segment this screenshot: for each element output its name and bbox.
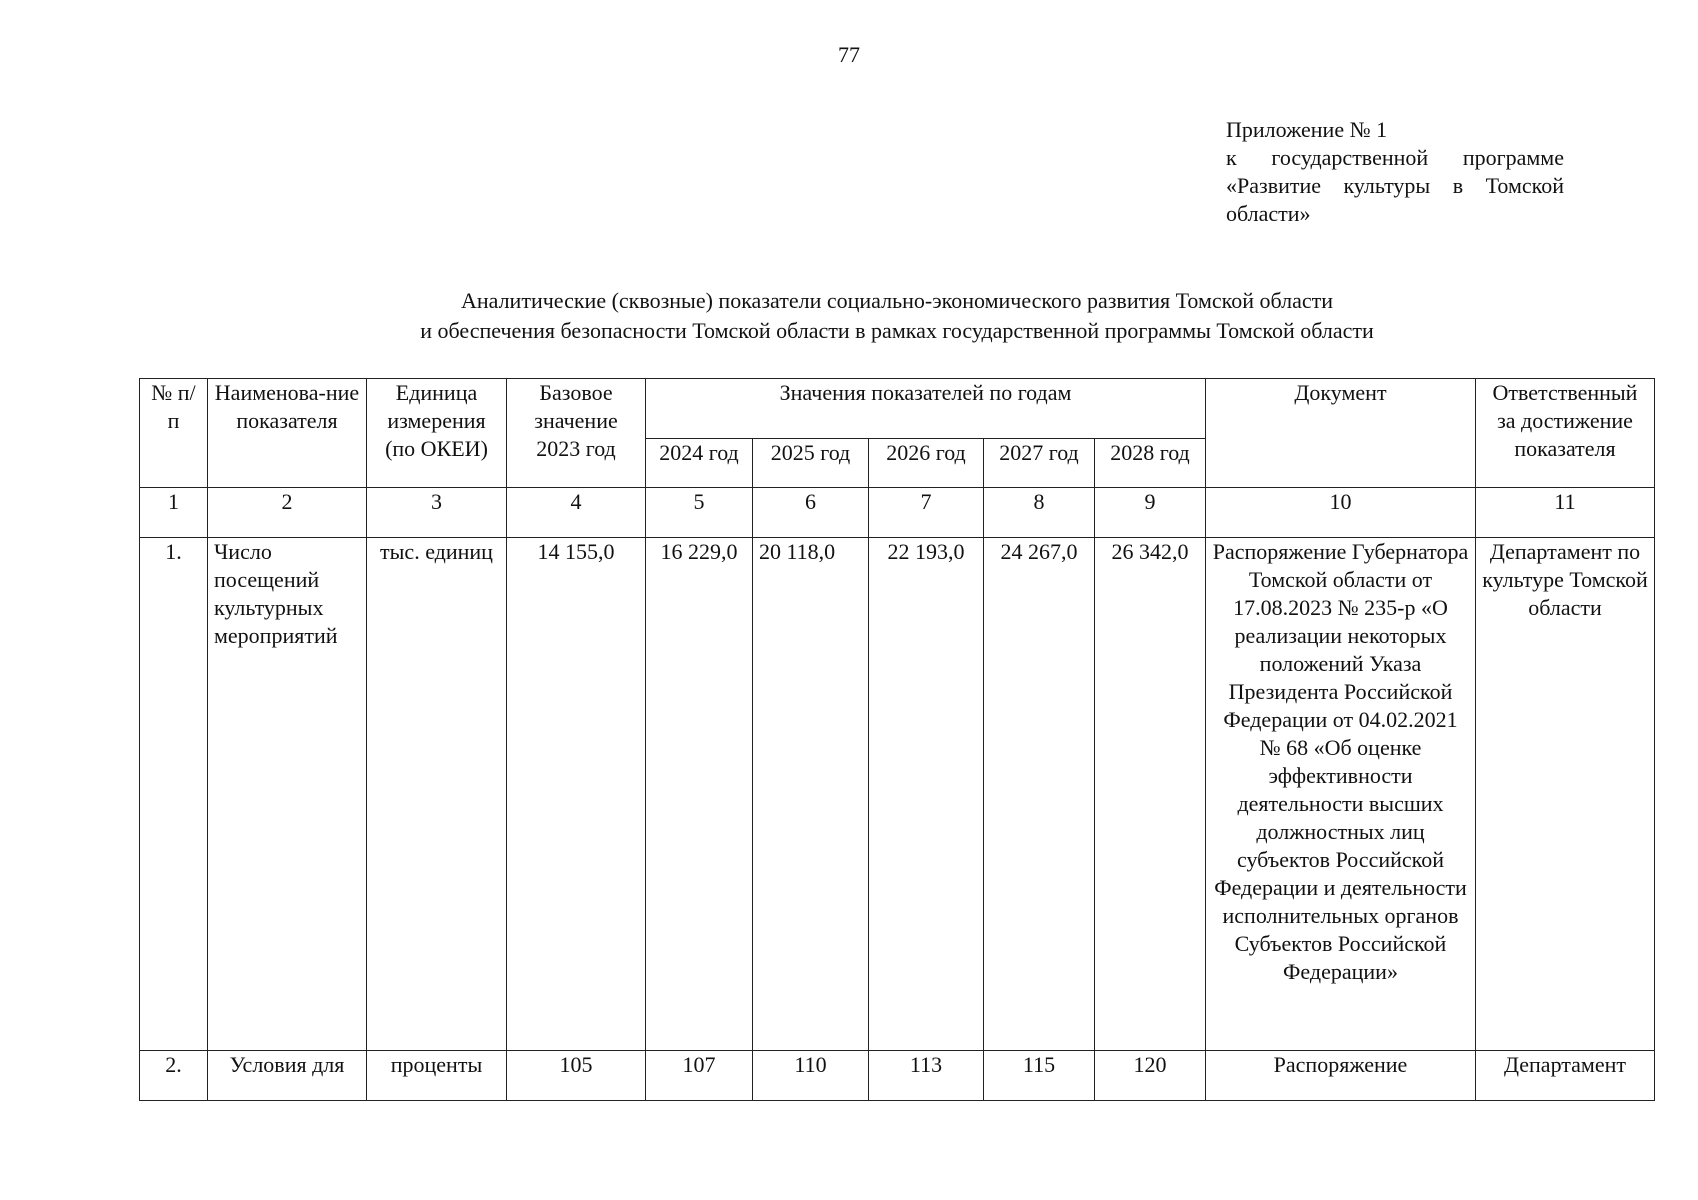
row-document: Распоряжение	[1206, 1051, 1476, 1101]
header-year: 2028 год	[1095, 439, 1206, 488]
table-row	[140, 1051, 1655, 1101]
header-num: № п/п	[140, 379, 208, 488]
column-number: 10	[1206, 488, 1476, 538]
row-value-2024: 107	[646, 1051, 753, 1101]
appendix-line-4: области»	[1226, 201, 1311, 226]
row-unit: тыс. единиц	[367, 538, 507, 1051]
column-number: 2	[208, 488, 367, 538]
row-name: Число посещений культурных мероприятий	[208, 538, 367, 1051]
column-number: 5	[646, 488, 753, 538]
header-year: 2025 год	[753, 439, 869, 488]
column-number: 3	[367, 488, 507, 538]
page-number: 77	[838, 42, 860, 67]
header-years-group: Значения показателей по годам	[646, 379, 1206, 439]
column-number: 6	[753, 488, 869, 538]
row-value-2027: 115	[984, 1051, 1095, 1101]
column-number: 8	[984, 488, 1095, 538]
row-value-2024: 16 229,0	[646, 538, 753, 1051]
row-base: 14 155,0	[507, 538, 646, 1051]
appendix-line-1: Приложение № 1	[1226, 117, 1388, 142]
row-value-2028: 120	[1095, 1051, 1206, 1101]
appendix-line-2: к государственной программе	[1226, 145, 1564, 170]
row-unit: проценты	[367, 1051, 507, 1101]
header-row-top	[140, 379, 1655, 439]
header-name: Наименова-ние показателя	[208, 379, 367, 488]
title-line-1: Аналитические (сквозные) показатели социально-экономического развития Томской области	[460, 288, 1334, 313]
indicators-table	[139, 378, 1655, 1101]
header-base: Базовое значение 2023 год	[507, 379, 646, 488]
row-num: 1.	[140, 538, 208, 1051]
appendix-note	[1226, 116, 1564, 228]
column-number-row	[140, 488, 1655, 538]
title-line-2: и обеспечения безопасности Томской области в рамках государственной программы Томской области	[420, 318, 1374, 343]
column-number: 11	[1476, 488, 1655, 538]
row-value-2027: 24 267,0	[984, 538, 1095, 1051]
row-num: 2.	[140, 1051, 208, 1101]
document-title	[140, 286, 1654, 346]
row-responsible: Департамент по культуре Томской области	[1476, 538, 1655, 1051]
row-responsible: Департамент	[1476, 1051, 1655, 1101]
row-value-2026: 113	[869, 1051, 984, 1101]
row-document: Распоряжение Губернатора Томской области от 17.08.2023 № 235-р «О реализации некоторых положений Указа Президента Российской Федерации от 04.02.2021 № 68 «Об оценке эффективности деятельности высших должностных лиц субъектов Российской Федерации и деятельности исполнительных органов Субъектов Российской Федерации»	[1206, 538, 1476, 1051]
appendix-line-3: «Развитие культуры в Томской	[1226, 173, 1564, 198]
row-value-2028: 26 342,0	[1095, 538, 1206, 1051]
header-responsible: Ответственный за достижение показателя	[1476, 379, 1655, 488]
column-number: 1	[140, 488, 208, 538]
table-row	[140, 538, 1655, 1051]
row-value-2026: 22 193,0	[869, 538, 984, 1051]
header-document: Документ	[1206, 379, 1476, 488]
row-value-2025: 110	[753, 1051, 869, 1101]
row-name: Условия для	[208, 1051, 367, 1101]
column-number: 7	[869, 488, 984, 538]
header-year: 2027 год	[984, 439, 1095, 488]
header-year: 2026 год	[869, 439, 984, 488]
column-number: 4	[507, 488, 646, 538]
row-base: 105	[507, 1051, 646, 1101]
row-value-2025: 20 118,0	[753, 538, 869, 1051]
header-year: 2024 год	[646, 439, 753, 488]
column-number: 9	[1095, 488, 1206, 538]
header-unit: Единица измерения (по ОКЕИ)	[367, 379, 507, 488]
